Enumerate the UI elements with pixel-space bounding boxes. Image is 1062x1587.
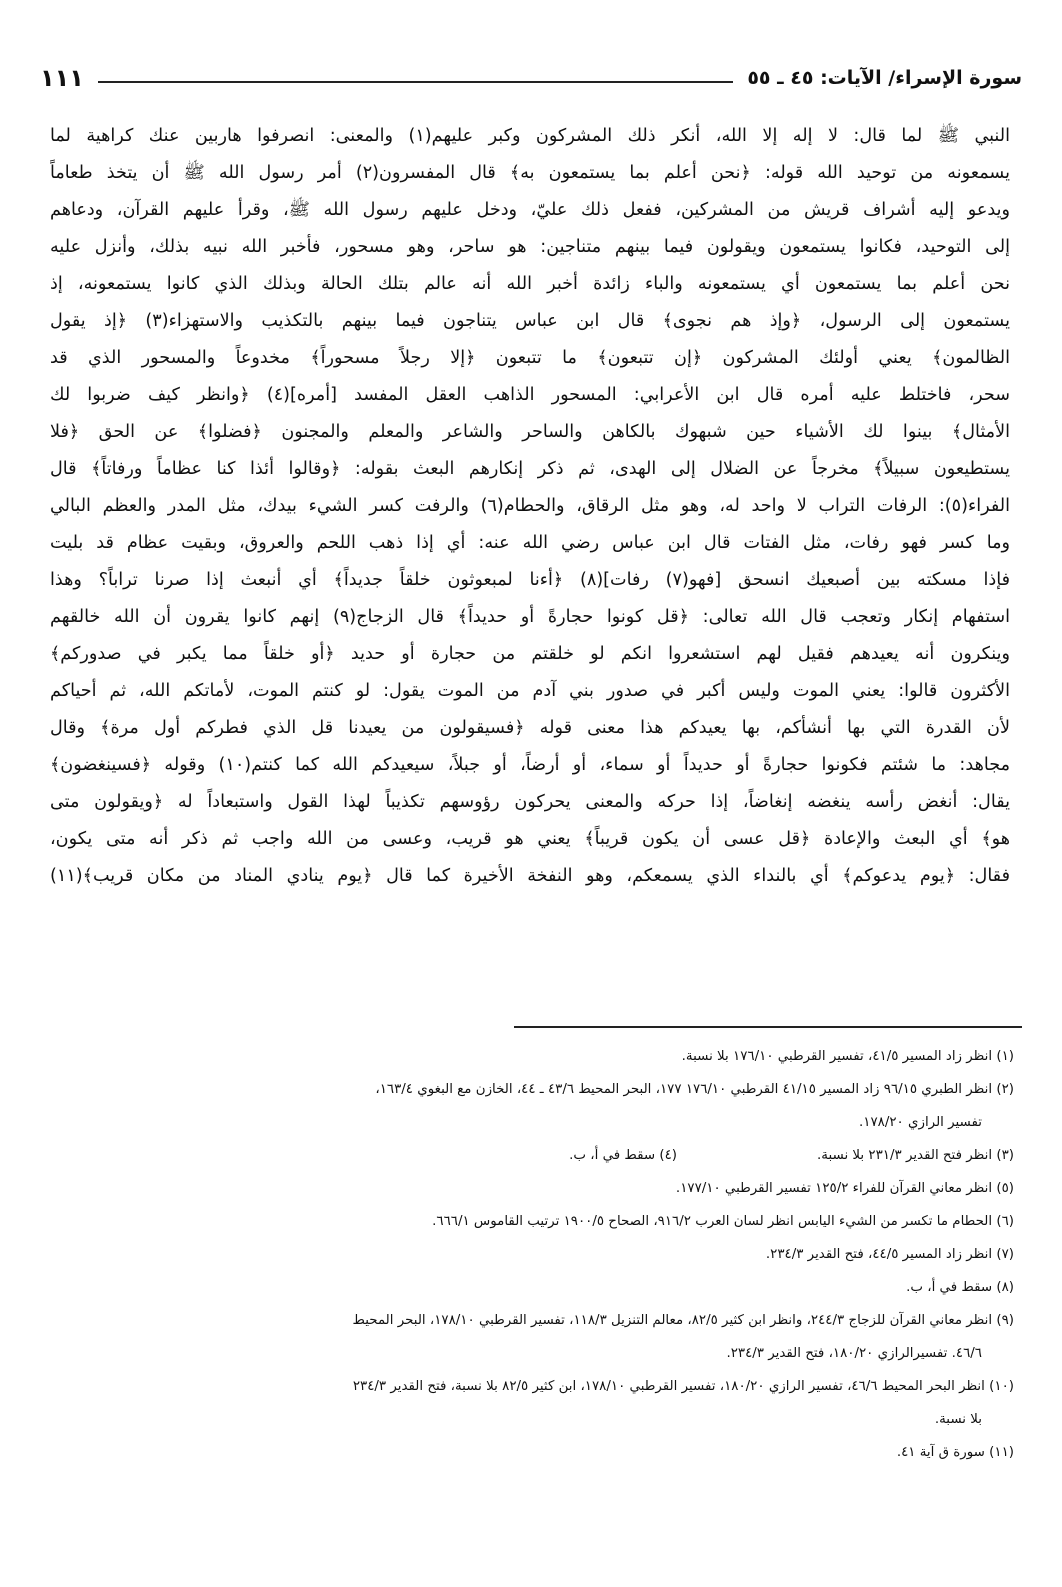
- text-line: الأكثرون قالوا: يعني الموت وليس أكبر في صدور بني آدم من الموت يقول: لو كنتم الموت، لأماتكم الله، ثم أحياكم: [50, 681, 1010, 701]
- footnote-separator: [514, 1026, 1022, 1028]
- footnote-4: (٤) سقط في أ، ب.: [569, 1148, 678, 1163]
- footnote-11: (١١) سورة ق آية ٤١.: [896, 1445, 1014, 1460]
- text-line: يستطيعون سبيلاً﴾ مخرجاً عن الضلال إلى الهدى، ثم ذكر إنكارهم البعث بقوله: ﴿وقالوا أئذا كنا عظاماً ورفاتاً﴾ قال: [50, 459, 1010, 479]
- text-line: فقال: ﴿يوم يدعوكم﴾ أي بالنداء الذي يسمعكم، وهو النفخة الأخيرة كما قال ﴿يوم ينادي المناد من مكان قريب﴾(١١): [50, 866, 1010, 886]
- text-line: هو﴾ أي البعث والإعادة ﴿قل عسى أن يكون قريباً﴾ يعني هو قريب، وعسى من الله واجب ثم ذكر أنه متى يكون،: [50, 829, 1010, 849]
- surah-title: سورة الإسراء/ الآيات: ٤٥ ـ ٥٥: [747, 67, 1022, 89]
- text-line: ويدعو إليه أشراف قريش من المشركين، ففعل ذلك عليّ، ودخل عليهم رسول الله ﷺ، وقرأ عليهم القرآن، ودعاهم: [50, 200, 1010, 220]
- footnote-2-continued: تفسير الرازي ١٧٨/٢٠.: [859, 1115, 982, 1130]
- text-line: استفهام إنكار وتعجب قال الله تعالى: ﴿قل كونوا حجارةً أو حديداً﴾ قال الزجاج(٩) إنهم كانوا يقرون أن الله خالقهم: [50, 607, 1010, 627]
- text-line: إلى التوحيد، فكانوا يستمعون ويقولون فيما بينهم متناجين: هو ساحر، وهو مسحور، فأخبر الله نبيه بذلك، وأنزل عليه: [50, 237, 1010, 257]
- footnote-10: (١٠) انظر البحر المحيط ٤٦/٦، تفسير الرازي ١٨٠/٢٠، تفسير القرطبي ١٧٨/١٠، ابن كثير ٨٢/٥ بلا نسبة، فتح القدير ٢٣٤/٣: [352, 1379, 1014, 1394]
- text-line: يستمعون إلى الرسول، ﴿وإذ هم نجوى﴾ قال ابن عباس يتناجون فيما بينهم بالتكذيب والاستهزاء(٣) ﴿إذ يقول: [50, 311, 1010, 331]
- text-line: النبي ﷺ لما قال: لا إله إلا الله، أنكر ذلك المشركون وكبر عليهم(١) والمعنى: انصرفوا هاربين عنك كراهية لما: [50, 126, 1010, 146]
- footnote-8: (٨) سقط في أ، ب.: [906, 1280, 1014, 1295]
- text-line: يسمعونه من توحيد الله قوله: ﴿نحن أعلم بما يستمعون به﴾ قال المفسرون(٢) أمر رسول الله ﷺ أن يتخذ طعاماً: [50, 163, 1010, 183]
- text-line: فإذا مسكته بين أصبعيك انسحق [فهو(٧) رفات](٨) ﴿أءنا لمبعوثون خلقاً جديداً﴾ أي أنبعث إذا صرنا تراباً؟ وهذا: [50, 570, 1010, 590]
- text-line: وما كسر فهو رفات، مثل الفتات قال ابن عباس رضي الله عنه: أي إذا ذهب اللحم والعروق، وبقيت عظام قد بليت: [50, 533, 1010, 553]
- text-line: الظالمون﴾ يعني أولئك المشركون ﴿إن تتبعون﴾ ما تتبعون ﴿إلا رجلاً مسحوراً﴾ مخدوعاً والمسحور الذي قد: [50, 348, 1010, 368]
- commentary-text: [50, 118, 1010, 1008]
- footnote-2: (٢) انظر الطبري ٩٦/١٥ زاد المسير ٤١/١٥ القرطبي ١٧٦/١٠ ١٧٧، البحر المحيط ٤٣/٦ ـ ٤٤، الخازن مع البغوي ١٦٣/٤،: [375, 1082, 1014, 1097]
- footnote-9: (٩) انظر معاني القرآن للزجاج ٢٤٤/٣، وانظر ابن كثير ٨٢/٥، معالم التنزيل ١١٨/٣، تفسير القرطبي ١٧٨/١٠، البحر المحيط: [352, 1313, 1014, 1328]
- page-number: ١١١: [40, 64, 84, 92]
- footnotes: [58, 1040, 1014, 1469]
- footnote-6: (٦) الحطام ما تكسر من الشيء اليابس انظر لسان العرب ٩١٦/٢، الصحاح ١٩٠٠/٥ ترتيب القاموس ٦٦٦/١.: [432, 1214, 1014, 1229]
- text-line: يقال: أنغض رأسه ينغضه إنغاضاً، إذا حركه والمعنى يحركون رؤوسهم تكذيباً لهذا القول واستبعاداً له ﴿ويقولون متى: [50, 792, 1010, 812]
- text-line: مجاهد: ما شئتم فكونوا حجارةً أو حديداً أو سماء، أو أرضاً، أو جبلاً، سيعيدكم الله كما كنتم(١٠) وقوله ﴿فسينغضون﴾: [50, 755, 1010, 775]
- text-line: الفراء(٥): الرفات التراب لا واحد له، وهو مثل الرقاق، والحطام(٦) والرفت كسر الشيء بيدك، مثل المدر والعظم البالي: [50, 496, 1010, 516]
- text-line: لأن القدرة التي بها أنشأكم، بها يعيدكم هذا معنى قوله ﴿فسيقولون من يعيدنا قل الذي فطركم أول مرة﴾ وقال: [50, 718, 1010, 738]
- footnote-1: (١) انظر زاد المسير ٤١/٥، تفسير القرطبي ١٧٦/١٠ بلا نسبة.: [681, 1049, 1014, 1064]
- text-line: نحن أعلم بما يستمعون أي يستمعونه والباء زائدة أخبر الله أنه عالم بتلك الحالة وبذلك الذي كانوا يستمعونه، إذ: [50, 274, 1010, 294]
- footnote-5: (٥) انظر معاني القرآن للفراء ١٢٥/٢ تفسير القرطبي ١٧٧/١٠.: [675, 1181, 1014, 1196]
- text-line: وينكرون أنه يعيدهم فقيل لهم استشعروا انكم لو خلقتم من حجارة أو حديد ﴿أو خلقاً مما يكبر في صدوركم﴾: [50, 644, 1010, 664]
- text-line: الأمثال﴾ بينوا لك الأشياء حين شبهوك بالكاهن والساحر والشاعر والمعلم والمجنون ﴿فضلوا﴾ عن الحق ﴿فلا: [50, 422, 1010, 442]
- footnote-9-continued: ٤٦/٦. تفسيرالرازي ١٨٠/٢٠، فتح القدير ٢٣٤/٣.: [726, 1346, 982, 1361]
- text-line: سحر، فاختلط عليه أمره قال ابن الأعرابي: المسحور الذاهب العقل المفسد [أمره](٤) ﴿وانظر كيف ضربوا لك: [50, 385, 1010, 405]
- header-rule: [98, 81, 733, 83]
- footnote-7: (٧) انظر زاد المسير ٤٤/٥، فتح القدير ٢٣٤/٣.: [765, 1247, 1014, 1262]
- footnote-row-3-4: [58, 1139, 1014, 1172]
- running-header: [40, 58, 1022, 98]
- footnote-10-continued: بلا نسبة.: [934, 1412, 982, 1427]
- footnote-3: (٣) انظر فتح القدير ٢٣١/٣ بلا نسبة.: [817, 1148, 1014, 1163]
